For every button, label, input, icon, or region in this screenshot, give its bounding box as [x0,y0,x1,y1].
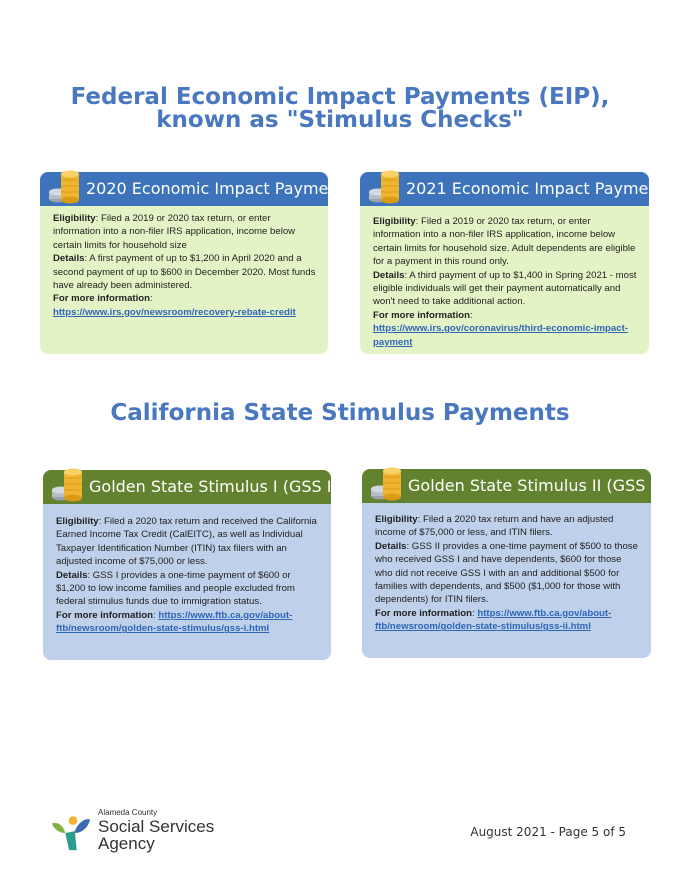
card-body [375,513,641,634]
ftb-gss-i-link[interactable]: https://www.ftb.ca.gov/about-ftb/newsroom/golden-state-stimulus/gss-i.html [56,609,293,635]
more-info-link-paragraph [373,322,639,349]
card-title: Golden State Stimulus II (GSS II) [408,476,667,495]
irs-third-eip-link[interactable]: https://www.irs.gov/coronavirus/third-economic-impact-payment [373,323,628,348]
logo-county-text: Alameda County [98,808,158,817]
logo-line1: Social Services [98,817,215,836]
more-info-link-paragraph [53,306,318,319]
more-info-label: For more information [375,607,473,619]
eligibility-text: : Filed a 2019 or 2020 tax return, or enter information into a non-filer IRS application, income below certain limits for household size. Adult dependents are eligible for a payment in this round only. [373,216,636,268]
details-label: Details [373,269,405,281]
details-text: : A third payment of up to $1,400 in Spring 2021 - most eligible individuals will get their payment automatically and won't need to take additional action. [373,269,637,308]
federal-section-title [0,86,680,132]
details-text: : GSS I provides a one-time payment of $600 or $1,200 to low income families and people excluded from federal stimulus funds due to immigration status. [56,569,295,608]
federal-title-line2: known as "Stimulus Checks" [156,107,524,133]
coin-stack-icon [370,465,404,503]
coin-stack-icon [51,466,85,504]
eligibility-paragraph [56,515,321,569]
details-label: Details [375,540,407,552]
federal-title-line1: Federal Economic Impact Payments (EIP), [70,84,610,110]
more-info-colon: : [153,609,159,621]
more-info-colon: : [150,293,153,305]
more-info-colon: : [472,607,478,619]
logo-line2: Agency [98,834,155,853]
card-title: 2020 Economic Impact Payments [86,179,354,198]
details-paragraph [56,569,321,609]
person-leaf-logo-icon [50,812,92,854]
details-label: Details [53,253,85,265]
card-header [43,470,338,504]
eligibility-paragraph [375,513,641,540]
irs-recovery-rebate-link[interactable]: https://www.irs.gov/newsroom/recovery-rebate-credit [53,306,296,318]
card-body [56,515,321,636]
state-section-title: California State Stimulus Payments [110,400,570,426]
more-info-label: For more information [56,609,154,621]
more-info-colon: : [470,309,473,321]
card-title: 2021 Economic Impact Payments [406,179,674,198]
details-paragraph [373,269,639,309]
logo-agency-name [98,818,214,852]
eligibility-paragraph [53,212,318,252]
more-info-label: For more information [373,309,471,321]
details-paragraph [375,540,641,607]
details-text: : GSS II provides a one-time payment of $500 to those who received GSS I and have dependents, $600 for those who did not receive GSS I with an and additional $500 for families with dependents, and $500 ($1,000 for those with dependents) for ITIN filers. [375,540,638,606]
eligibility-text: : Filed a 2020 tax return and have an adjusted income of $75,000 or less, and ITIN filers. [375,514,614,539]
card-2021-eip [360,172,674,354]
card-header [40,172,354,206]
more-info-paragraph [56,609,321,636]
page-footer-info: August 2021 - Page 5 of 5 [470,825,626,839]
eligibility-label: Eligibility [373,216,416,227]
card-body [373,215,639,349]
card-gss-ii [362,469,667,658]
eligibility-label: Eligibility [53,213,96,224]
eligibility-label: Eligibility [375,514,418,525]
agency-logo [50,808,220,858]
details-label: Details [56,569,88,581]
more-info-paragraph [53,292,318,305]
more-info-paragraph [373,309,639,322]
card-header [360,172,674,206]
card-2020-eip [40,172,354,354]
card-header [362,469,667,503]
card-gss-i [43,470,338,660]
ftb-gss-ii-link[interactable]: https://www.ftb.ca.gov/about-ftb/newsroom/golden-state-stimulus/gss-ii.html [375,607,612,633]
eligibility-text: : Filed a 2019 or 2020 tax return, or enter information into a non-filer IRS application, income below certain limits for household size [53,213,296,251]
coin-stack-icon [368,168,402,206]
more-info-paragraph [375,607,641,634]
eligibility-label: Eligibility [56,516,99,527]
more-info-label: For more information [53,293,151,305]
card-body [53,212,318,319]
details-text: : A first payment of up to $1,200 in April 2020 and a second payment of up to $600 in December 2020. Most funds have already been administered. [53,253,316,292]
eligibility-paragraph [373,215,639,269]
eligibility-text: : Filed a 2020 tax return and received the California Earned Income Tax Credit (CalEITC), as well as Individual Taxpayer Identification Number (ITIN) tax filers with an adjusted income of $75,000 or less. [56,516,317,568]
coin-stack-icon [48,168,82,206]
details-paragraph [53,252,318,292]
card-title: Golden State Stimulus I (GSS I) [89,477,338,496]
